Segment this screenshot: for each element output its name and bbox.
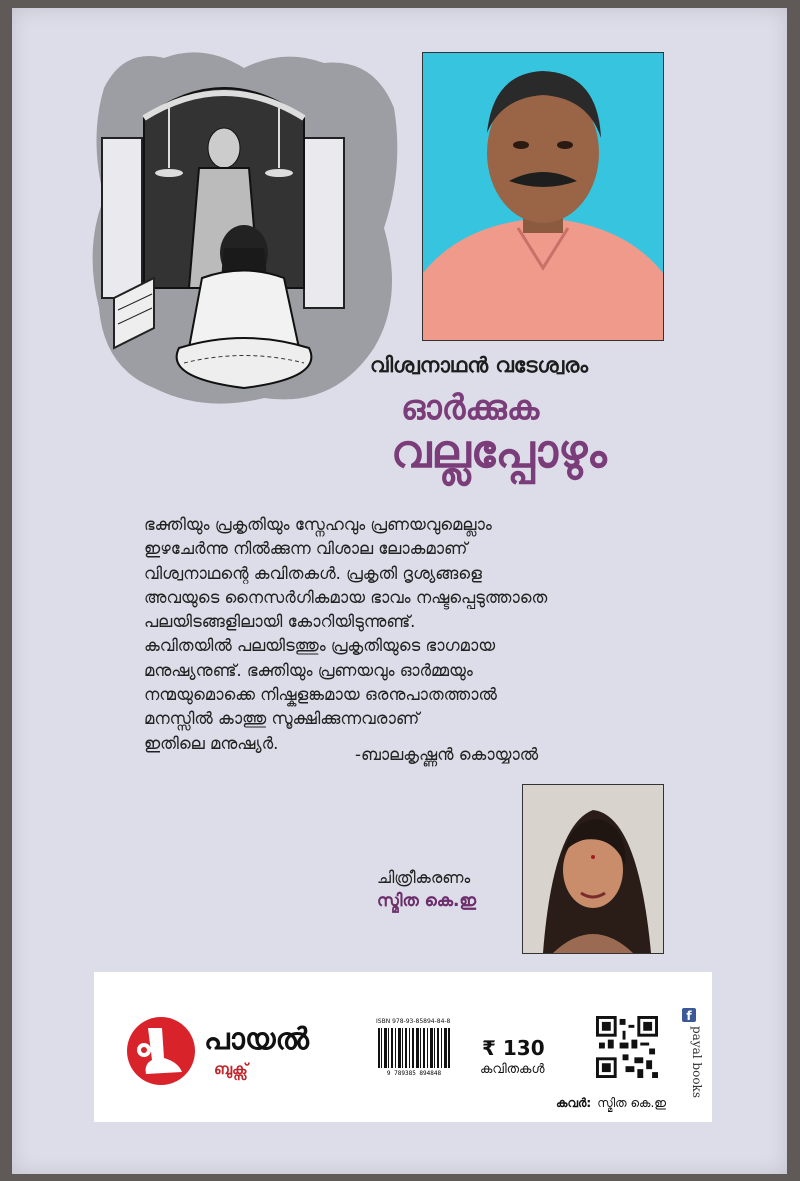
cover-credit-label: കവർ:	[556, 1096, 592, 1110]
blurb-line: നന്മയുമൊക്കെ നിഷ്കളങ്കമായ ഒരനുപാതത്താൽ	[144, 685, 497, 705]
temple-illustration	[84, 48, 404, 408]
blurb-line: ഇഴചേർന്നു നിൽക്കുന്ന വിശാല ലോകമാണ്	[144, 539, 468, 559]
blurb-line: ഭക്തിയും പ്രകൃതിയും സ്നേഹവും പ്രണയവുമെല്ലാം	[144, 515, 492, 534]
illustrator-name: സ്മിത കെ.ഇ	[377, 891, 477, 911]
price: ₹ 130	[482, 1036, 545, 1060]
author-name: വിശ്വനാഥൻ വടേശ്വരം	[370, 353, 589, 377]
illustrator-photo	[522, 784, 664, 954]
cover-credit	[556, 1096, 666, 1111]
blurb-line: അവയുടെ നൈസർഗികമായ ഭാവം നഷ്ടപ്പെടുത്താതെ	[144, 587, 548, 607]
blurb-line: ഇതിലെ മനുഷ്യർ.	[144, 733, 279, 753]
anklet-logo	[126, 1016, 196, 1086]
blurb-text	[144, 513, 664, 756]
isbn-text: ISBN 978-93-85894-84-8	[376, 1018, 451, 1025]
book-title	[391, 388, 711, 478]
illustration-label: ചിത്രീകരണം	[377, 868, 471, 887]
genre-label: കവിതകൾ	[480, 1062, 545, 1077]
title-line-1: ഓർക്കുക	[401, 388, 540, 428]
publisher-name: പായൽ	[204, 1022, 309, 1057]
qr-code	[596, 1016, 658, 1078]
blurb-line: കവിതയിൽ പലയിടത്തും പ്രകൃതിയുടെ ഭാഗമായ	[144, 636, 496, 656]
barcode-digits: 9 789385 894848	[386, 1070, 442, 1077]
title-line-2: വല്ലപ്പോഴും	[391, 423, 607, 478]
blurb-line: വിശ്വനാഥന്റെ കവിതകൾ. പ്രകൃതി ദൃശ്യങ്ങളെ	[144, 563, 482, 583]
blurb-author: -ബാലകൃഷ്ണൻ കൊയ്യാൽ	[355, 745, 539, 764]
barcode	[376, 1028, 452, 1076]
blurb-line: മനുഷ്യനുണ്ട്. ഭക്തിയും പ്രണയവും ഓർമ്മയും	[144, 660, 473, 680]
facebook-handle: payal books	[690, 1026, 704, 1098]
blurb-line: മനസ്സിൽ കാത്തു സൂക്ഷിക്കുന്നവരാണ്	[144, 709, 420, 729]
publisher-subname: ബുക്സ്	[214, 1060, 248, 1078]
publisher-panel	[94, 972, 712, 1122]
blurb-line: പലയിടങ്ങളിലായി കോറിയിടുന്നുണ്ട്.	[144, 612, 416, 632]
svg-text:f: f	[686, 1009, 692, 1023]
cover-credit-name: സ്മിത കെ.ഇ	[597, 1096, 667, 1110]
author-photo	[422, 52, 664, 341]
book-back-cover	[12, 8, 787, 1174]
facebook-icon	[680, 1008, 704, 1106]
